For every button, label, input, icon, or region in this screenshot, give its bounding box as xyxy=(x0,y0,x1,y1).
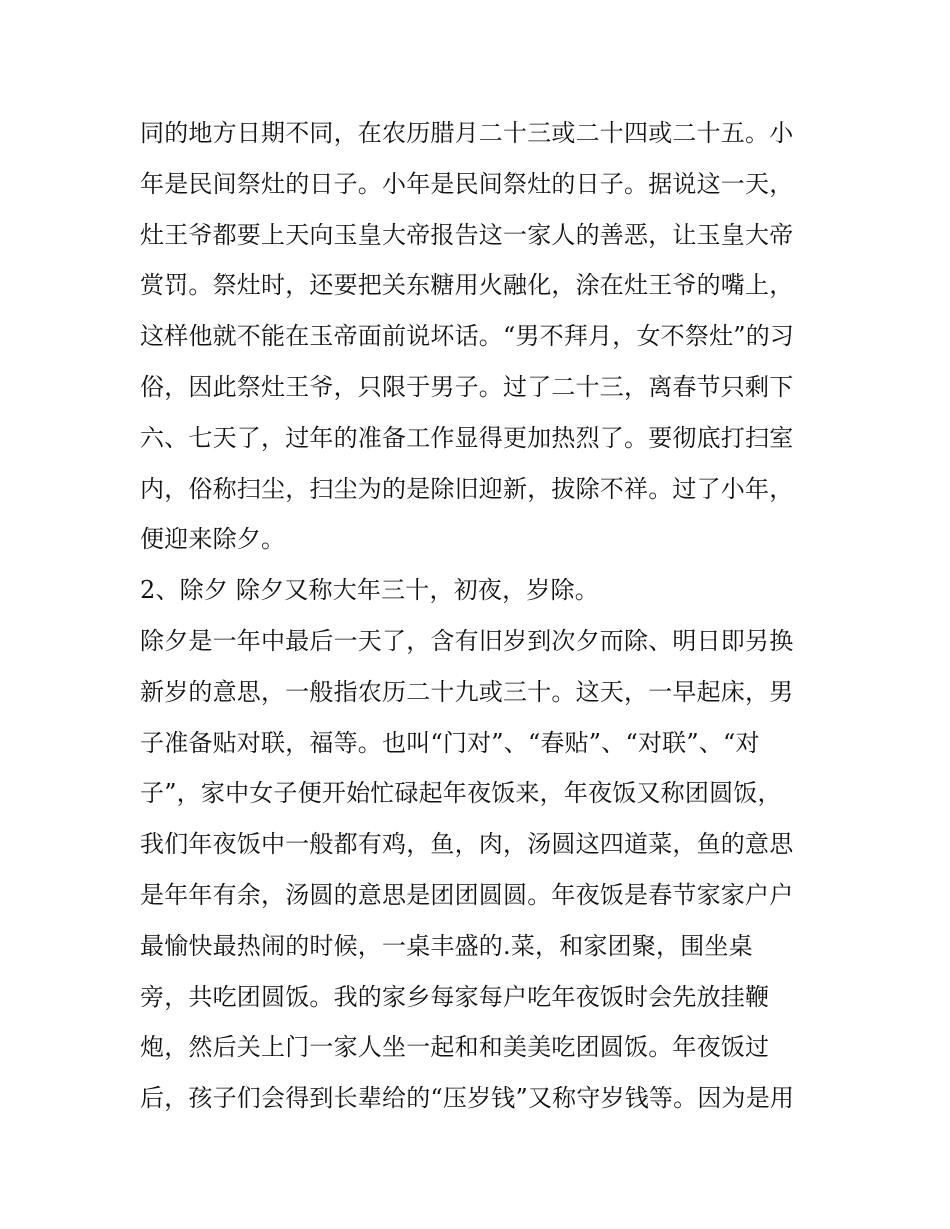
text-line-14: 子”，家中女子便开始忙碌起年夜饭来，年夜饭又称团圆饭， xyxy=(140,779,782,808)
text-line-7: 六、七天了，过年的准备工作显得更加热烈了。要彻底打扫室 xyxy=(140,423,794,452)
text-line-4: 赏罚。祭灶时，还要把关东糖用火融化，涂在灶王爷的嘴上， xyxy=(140,271,794,300)
text-line-1: 同的地方日期不同，在农历腊月二十三或二十四或二十五。小 xyxy=(140,119,794,147)
text-line-19: 炮，然后关上门一家人坐一起和和美美吃团圆饭。年夜饭过 xyxy=(140,1033,770,1062)
text-line-20: 后，孩子们会得到长辈给的“压岁钱”又称守岁钱等。因为是用 xyxy=(140,1084,795,1113)
text-line-11: 除夕是一年中最后一天了，含有旧岁到次夕而除、明日即另换 xyxy=(140,626,794,655)
text-line-2: 年是民间祭灶的日子。小年是民间祭灶的日子。据说这一天， xyxy=(140,169,794,198)
text-line-15: 我们年夜饭中一般都有鸡，鱼，肉，汤圆这四道菜，鱼的意思 xyxy=(140,830,794,859)
text-line-6: 俗，因此祭灶王爷，只限于男子。过了二十三，离春节只剩下 xyxy=(140,372,794,401)
section-heading-chuxi: 2、除夕 除夕又称大年三十，初夜，岁除。 xyxy=(140,576,599,605)
body-text xyxy=(140,108,820,1124)
text-line-12: 新岁的意思，一般指农历二十九或三十。这天，一早起床，男 xyxy=(140,677,794,706)
text-line-5: 这样他就不能在玉帝面前说坏话。“男不拜月，女不祭灶”的习 xyxy=(140,322,795,351)
text-line-13: 子准备贴对联，福等。也叫“门对”、“春贴”、“对联”、“对 xyxy=(140,728,760,757)
text-line-17: 最愉快最热闹的时候，一桌丰盛的.菜，和家团聚，围坐桌 xyxy=(140,931,753,960)
text-line-8: 内，俗称扫尘，扫尘为的是除旧迎新，拔除不祥。过了小年， xyxy=(140,474,794,503)
text-line-3: 灶王爷都要上天向玉皇大帝报告这一家人的善恶，让玉皇大帝 xyxy=(140,220,794,249)
text-line-16: 是年年有余，汤圆的意思是团团圆圆。年夜饭是春节家家户户 xyxy=(140,880,794,909)
text-line-18: 旁，共吃团圆饭。我的家乡每家每户吃年夜饭时会先放挂鞭 xyxy=(140,982,770,1011)
text-line-9: 便迎来除夕。 xyxy=(140,525,286,554)
